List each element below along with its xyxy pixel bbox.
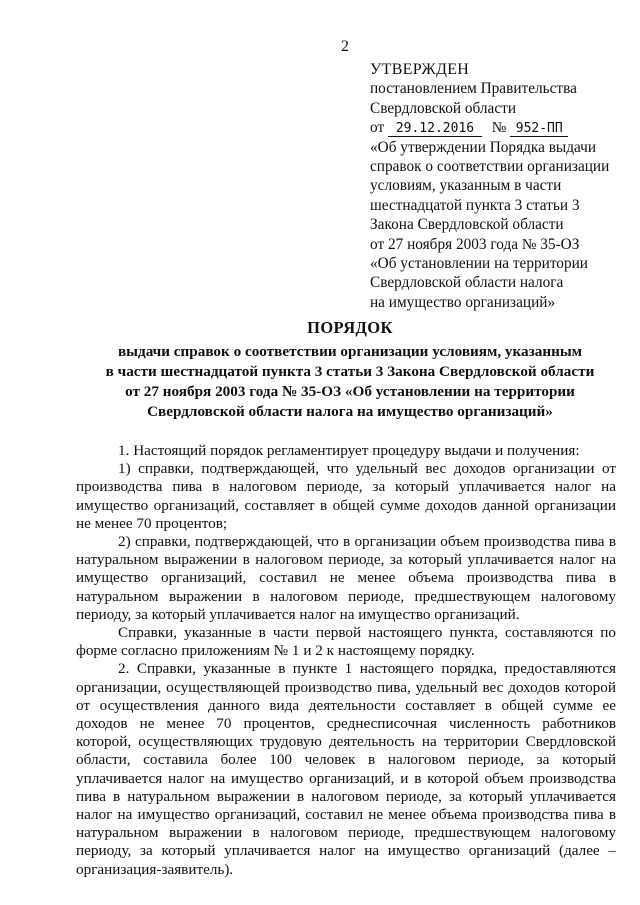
approval-line: на имущество организаций» bbox=[370, 293, 556, 311]
approval-line: «Об установлении на территории bbox=[370, 255, 588, 273]
date-prefix: от bbox=[370, 119, 385, 137]
approval-heading: УТВЕРЖДЕН bbox=[370, 61, 470, 78]
approval-block bbox=[370, 60, 632, 312]
approval-line: от 27 ноября 2003 года № 35-ОЗ bbox=[370, 235, 580, 253]
paragraph: 2. Справки, указанные в пункте 1 настоящего порядка, предоставляются организации, осуществляющей производство пива, удельный вес доходов которой от осуществления данного вида деятельности составляет в общей сумме ее доходов не менее 70 процентов, среднесписочная численность работников которой, осуществляющих трудовую деятельность на территории Свердловской области, составила более 100 человек в налоговом периоде, за который уплачивается налог на имущество организаций, и в которой объем производства пива в натуральном выражении в налоговом периоде, за который уплачивается налог на имущество организаций, составил не менее объема производства пива в натуральном выражении в налоговом периоде, предшествующем налоговому периоду, за который уплачивается налог на имущество организаций (далее – организация-заявитель). bbox=[76, 660, 616, 878]
title-line: в части шестнадцатой пункта 3 статьи 3 Закона Свердловской области bbox=[105, 363, 595, 380]
approval-line: Закона Свердловской области bbox=[370, 216, 564, 234]
approval-line: условиям, указанным в части bbox=[370, 177, 562, 195]
title-line: Свердловской области налога на имущество организаций» bbox=[147, 403, 553, 420]
approval-date-number-line bbox=[370, 118, 632, 137]
number-prefix: № bbox=[491, 119, 507, 137]
approval-line: Свердловской области налога bbox=[370, 274, 564, 292]
approval-line: Свердловской области bbox=[370, 99, 517, 117]
approval-line: шестнадцатой пункта 3 статьи 3 bbox=[370, 196, 580, 214]
document-body bbox=[76, 442, 616, 879]
number-value: 952-ПП bbox=[510, 122, 568, 137]
date-value: 29.12.2016 bbox=[388, 122, 482, 137]
approval-line: «Об утверждении Порядка выдачи bbox=[370, 138, 597, 156]
paragraph: 1. Настоящий порядок регламентирует процедуру выдачи и получения: bbox=[118, 442, 580, 459]
title-line: выдачи справок о соответствии организации условиям, указанным bbox=[117, 343, 583, 360]
paragraph: 1) справки, подтверждающей, что удельный вес доходов организации от производства пива в налоговом периоде, за который уплачивается налог на имущество организаций, составляет в общей сумме доходов данной организации не менее 70 процентов; bbox=[76, 460, 616, 532]
title-main: ПОРЯДОК bbox=[307, 318, 393, 337]
document-title bbox=[70, 318, 630, 422]
approval-line: постановлением Правительства bbox=[370, 80, 577, 98]
paragraph: Справки, указанные в части первой настоящего пункта, составляются по форме согласно приложениям № 1 и 2 к настоящему порядку. bbox=[76, 624, 616, 660]
title-line: от 27 ноября 2003 года № 35-ОЗ «Об установлении на территории bbox=[125, 383, 575, 400]
approval-line: справок о соответствии организации bbox=[370, 158, 610, 176]
page-number: 2 bbox=[341, 38, 349, 55]
paragraph: 2) справки, подтверждающей, что в организации объем производства пива в натуральном выражении в налоговом периоде, за который уплачивается налог на имущество организаций, составил не менее объема производства пива в натуральном выражении в налоговом периоде, предшествующем налоговому периоду, за который уплачивается налог на имущество организаций. bbox=[76, 533, 616, 623]
